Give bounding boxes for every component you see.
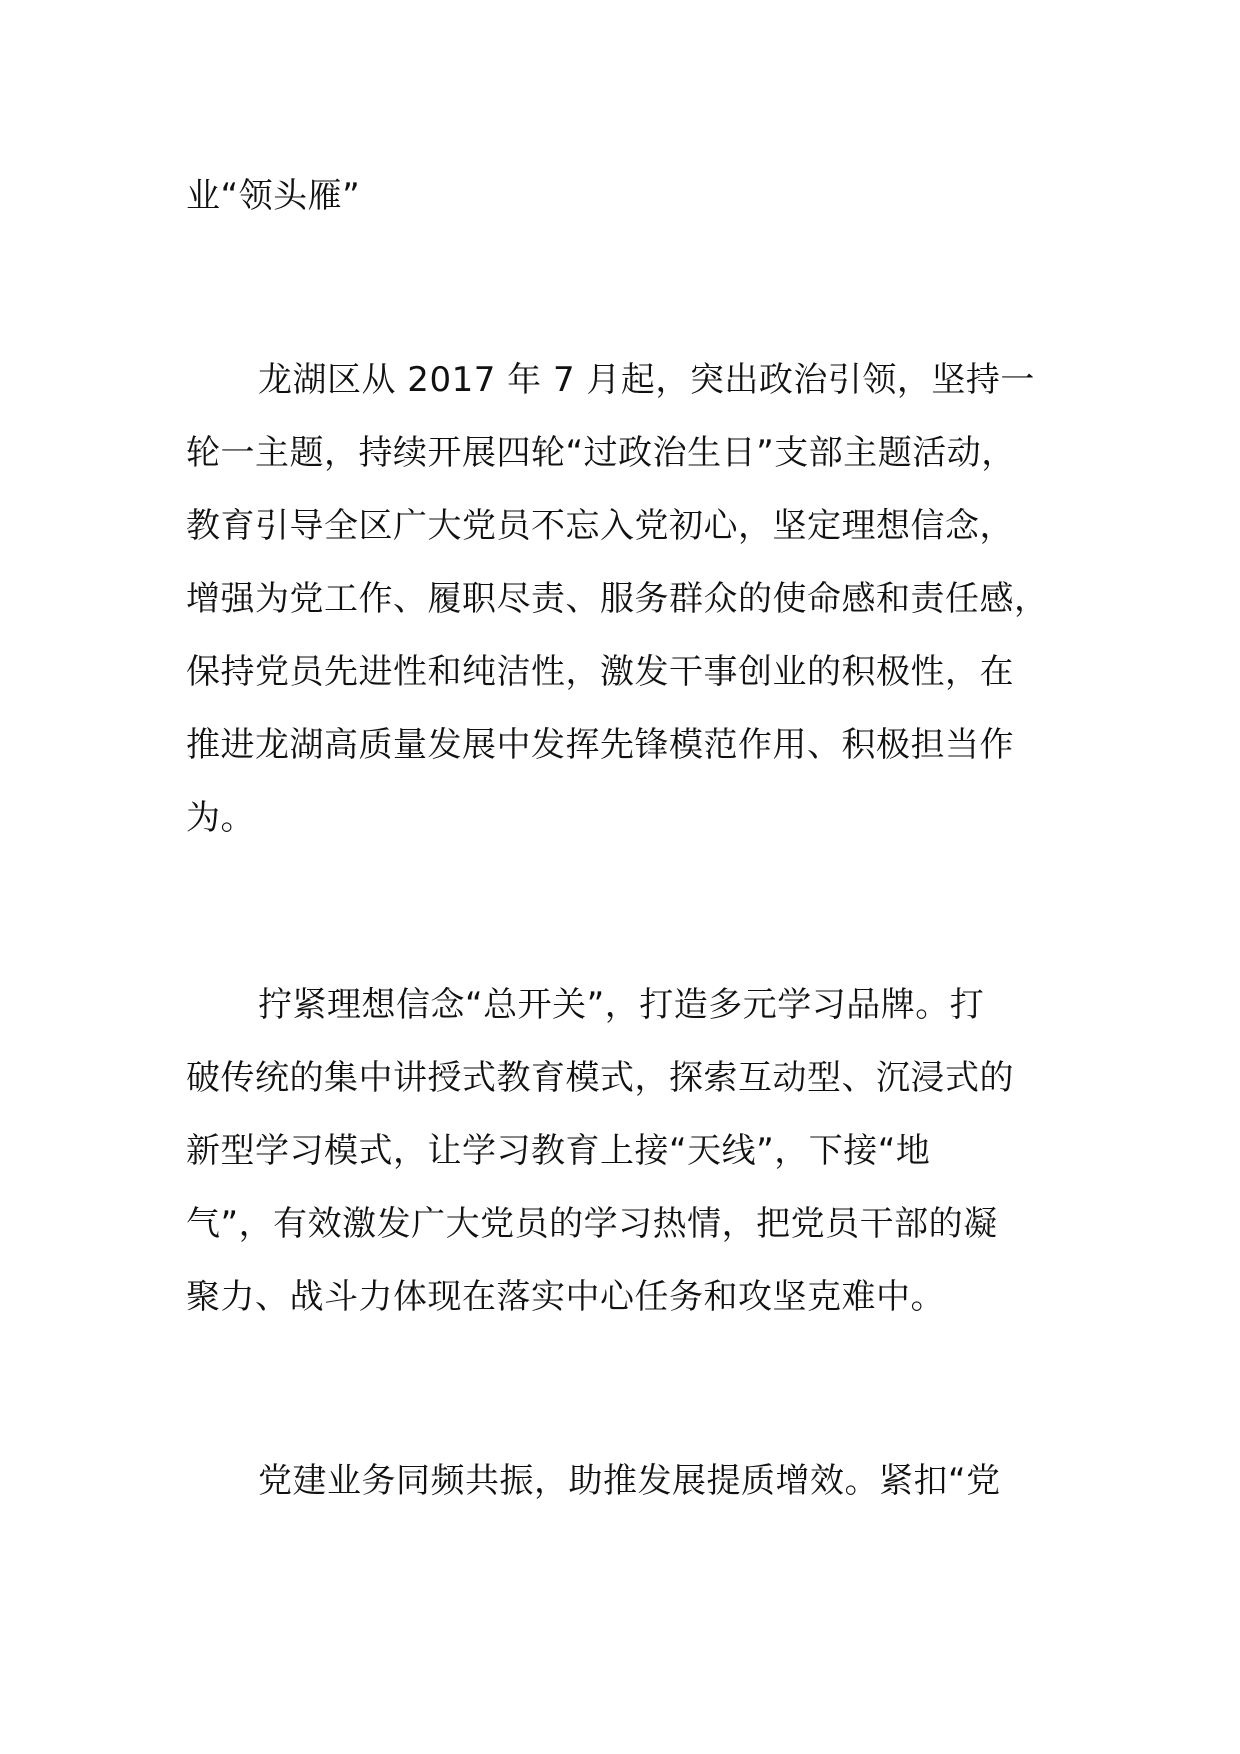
paragraph-1-line-6: 推进龙湖高质量发展中发挥先锋模范作用、积极担当作 [186, 725, 1014, 765]
paragraph-3-line-1: 党建业务同频共振，助推发展提质增效。紧扣“党 [258, 1461, 1001, 1501]
paragraph-2-line-3: 新型学习模式，让学习教育上接“天线”，下接“地 [186, 1131, 931, 1171]
paragraph-1-line-5: 保持党员先进性和纯洁性，激发干事创业的积极性，在 [186, 652, 1014, 692]
paragraph-1-line-7: 为。 [186, 798, 255, 838]
paragraph-2-line-1: 拧紧理想信念“总开关”，打造多元学习品牌。打 [258, 985, 985, 1025]
paragraph-2-line-5: 聚力、战斗力体现在落实中心任务和攻坚克难中。 [186, 1277, 945, 1317]
paragraph-2-line-4: 气”，有效激发广大党员的学习热情，把党员干部的凝 [186, 1204, 998, 1244]
paragraph-1-line-1: 龙湖区从 2017 年 7 月起，突出政治引领，坚持一 [258, 360, 1035, 400]
paragraph-2-line-2: 破传统的集中讲授式教育模式，探索互动型、沉浸式的 [186, 1058, 1014, 1098]
heading-fragment: 业“领头雁” [186, 176, 361, 216]
paragraph-1-line-3: 教育引导全区广大党员不忘入党初心，坚定理想信念， [186, 506, 1014, 546]
paragraph-1-line-4: 增强为党工作、履职尽责、服务群众的使命感和责任感， [186, 579, 1049, 619]
paragraph-1-line-2: 轮一主题，持续开展四轮“过政治生日”支部主题活动， [186, 433, 1016, 473]
